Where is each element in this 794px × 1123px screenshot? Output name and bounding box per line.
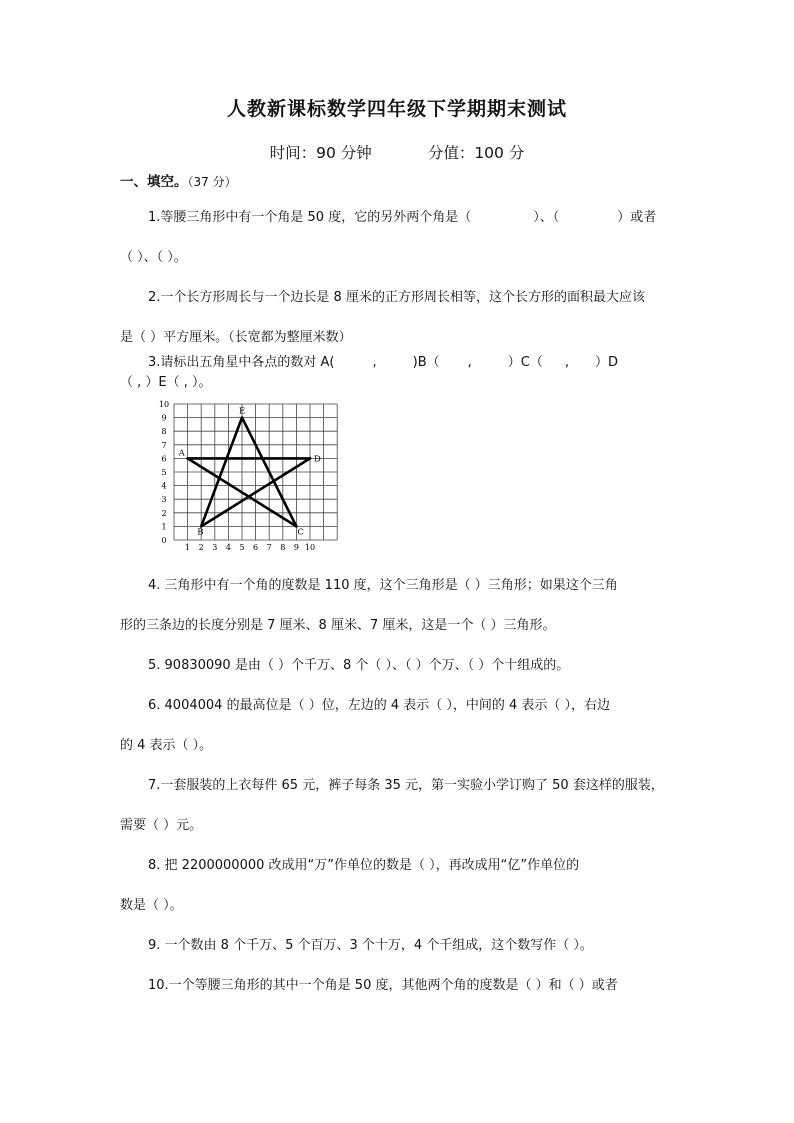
y-tick-label: 5 (161, 468, 167, 477)
exam-meta (0, 141, 794, 163)
x-tick-label: 2 (198, 543, 204, 552)
x-tick-label: 6 (253, 543, 259, 552)
section-points: （37 分） (187, 175, 237, 189)
y-tick-label: 8 (161, 427, 167, 437)
question-3-line-2: （ , ）E（ , ）。 (120, 375, 212, 390)
y-tick-label: 3 (161, 495, 167, 505)
x-tick-label: 7 (266, 543, 272, 552)
star-point-label: E (239, 406, 246, 417)
question-8-line-2: 数是（ ）。 (120, 898, 183, 913)
question-8-line-1: 8. 把 2200000000 改成用“万”作单位的数是（ ），再改成用“亿”作单位的 (148, 858, 580, 873)
question-1-line-2: （ ）、（ ）。 (120, 250, 187, 265)
x-tick-label: 1 (185, 543, 191, 552)
question-3-line-1: 3.请标出五角星中各点的数对 A( , )B（ , ）C（ , ）D (148, 355, 619, 370)
x-tick-label: 4 (225, 543, 231, 552)
y-tick-label: 1 (161, 522, 167, 532)
time-limit: 时间：90 分钟 (269, 144, 372, 162)
star-grid-figure (148, 400, 348, 560)
star-point-label: C (297, 527, 304, 538)
star-point-label: B (197, 527, 204, 538)
question-2-line-1: 2.一个长方形周长与一个边长是 8 厘米的正方形周长相等，这个长方形的面积最大应该 (148, 290, 645, 305)
question-4-line-1: 4. 三角形中有一个角的度数是 110 度，这个三角形是（ ）三角形；如果这个三角 (148, 578, 618, 593)
question-7-line-2: 需要（ ）元。 (120, 818, 203, 833)
question-10-line-1: 10.一个等腰三角形的其中一个角是 50 度，其他两个角的度数是（ ）和（ ）或者 (148, 978, 618, 993)
question-6-line-1: 6. 4004004 的最高位是（ ）位，左边的 4 表示（ ），中间的 4 表示（ ），右边 (148, 698, 611, 713)
section-heading: 一、填空。（37 分） (120, 174, 237, 190)
y-tick-label: 9 (161, 413, 167, 423)
question-9-line-1: 9. 一个数由 8 个千万、5 个百万、3 个十万，4 个千组成，这个数写作（ ）。 (148, 938, 593, 953)
star-grid-svg (148, 400, 348, 560)
x-tick-label: 3 (212, 543, 218, 552)
question-1-line-1: 1.等腰三角形中有一个角是 50 度，它的另外两个角是（ ）、（ ）或者 (148, 210, 657, 225)
page-title: 人教新课标数学四年级下学期期末测试 (226, 98, 567, 120)
x-tick-label: 5 (239, 543, 245, 552)
question-2-line-2: 是（ ）平方厘米。（长宽都为整厘米数） (120, 330, 352, 345)
question-5-line-1: 5. 90830090 是由（ ）个千万、8 个（ ）、（ ）个万、（ ）个十组成的。 (148, 658, 570, 673)
y-tick-label: 0 (161, 536, 167, 545)
star-point-label: A (178, 448, 185, 459)
question-7-line-1: 7.一套服装的上衣每件 65 元，裤子每条 35 元，第一实验小学订购了 50 套这样的服装， (148, 778, 664, 793)
question-4-line-2: 形的三条边的长度分别是 7 厘米、8 厘米、7 厘米，这是一个（ ）三角形。 (120, 618, 556, 633)
total-score: 分值：100 分 (427, 144, 525, 162)
x-tick-label: 8 (280, 543, 286, 552)
question-6-line-2: 的 4 表示（ ）。 (120, 738, 213, 753)
y-tick-label: 6 (161, 454, 167, 464)
x-tick-label: 9 (293, 543, 299, 552)
y-tick-label: 7 (161, 440, 167, 450)
x-tick-label: 10 (304, 543, 316, 552)
y-tick-label: 2 (161, 508, 167, 518)
star-point-label: D (314, 454, 321, 465)
y-tick-label: 4 (161, 481, 167, 491)
y-tick-label: 10 (158, 400, 170, 409)
